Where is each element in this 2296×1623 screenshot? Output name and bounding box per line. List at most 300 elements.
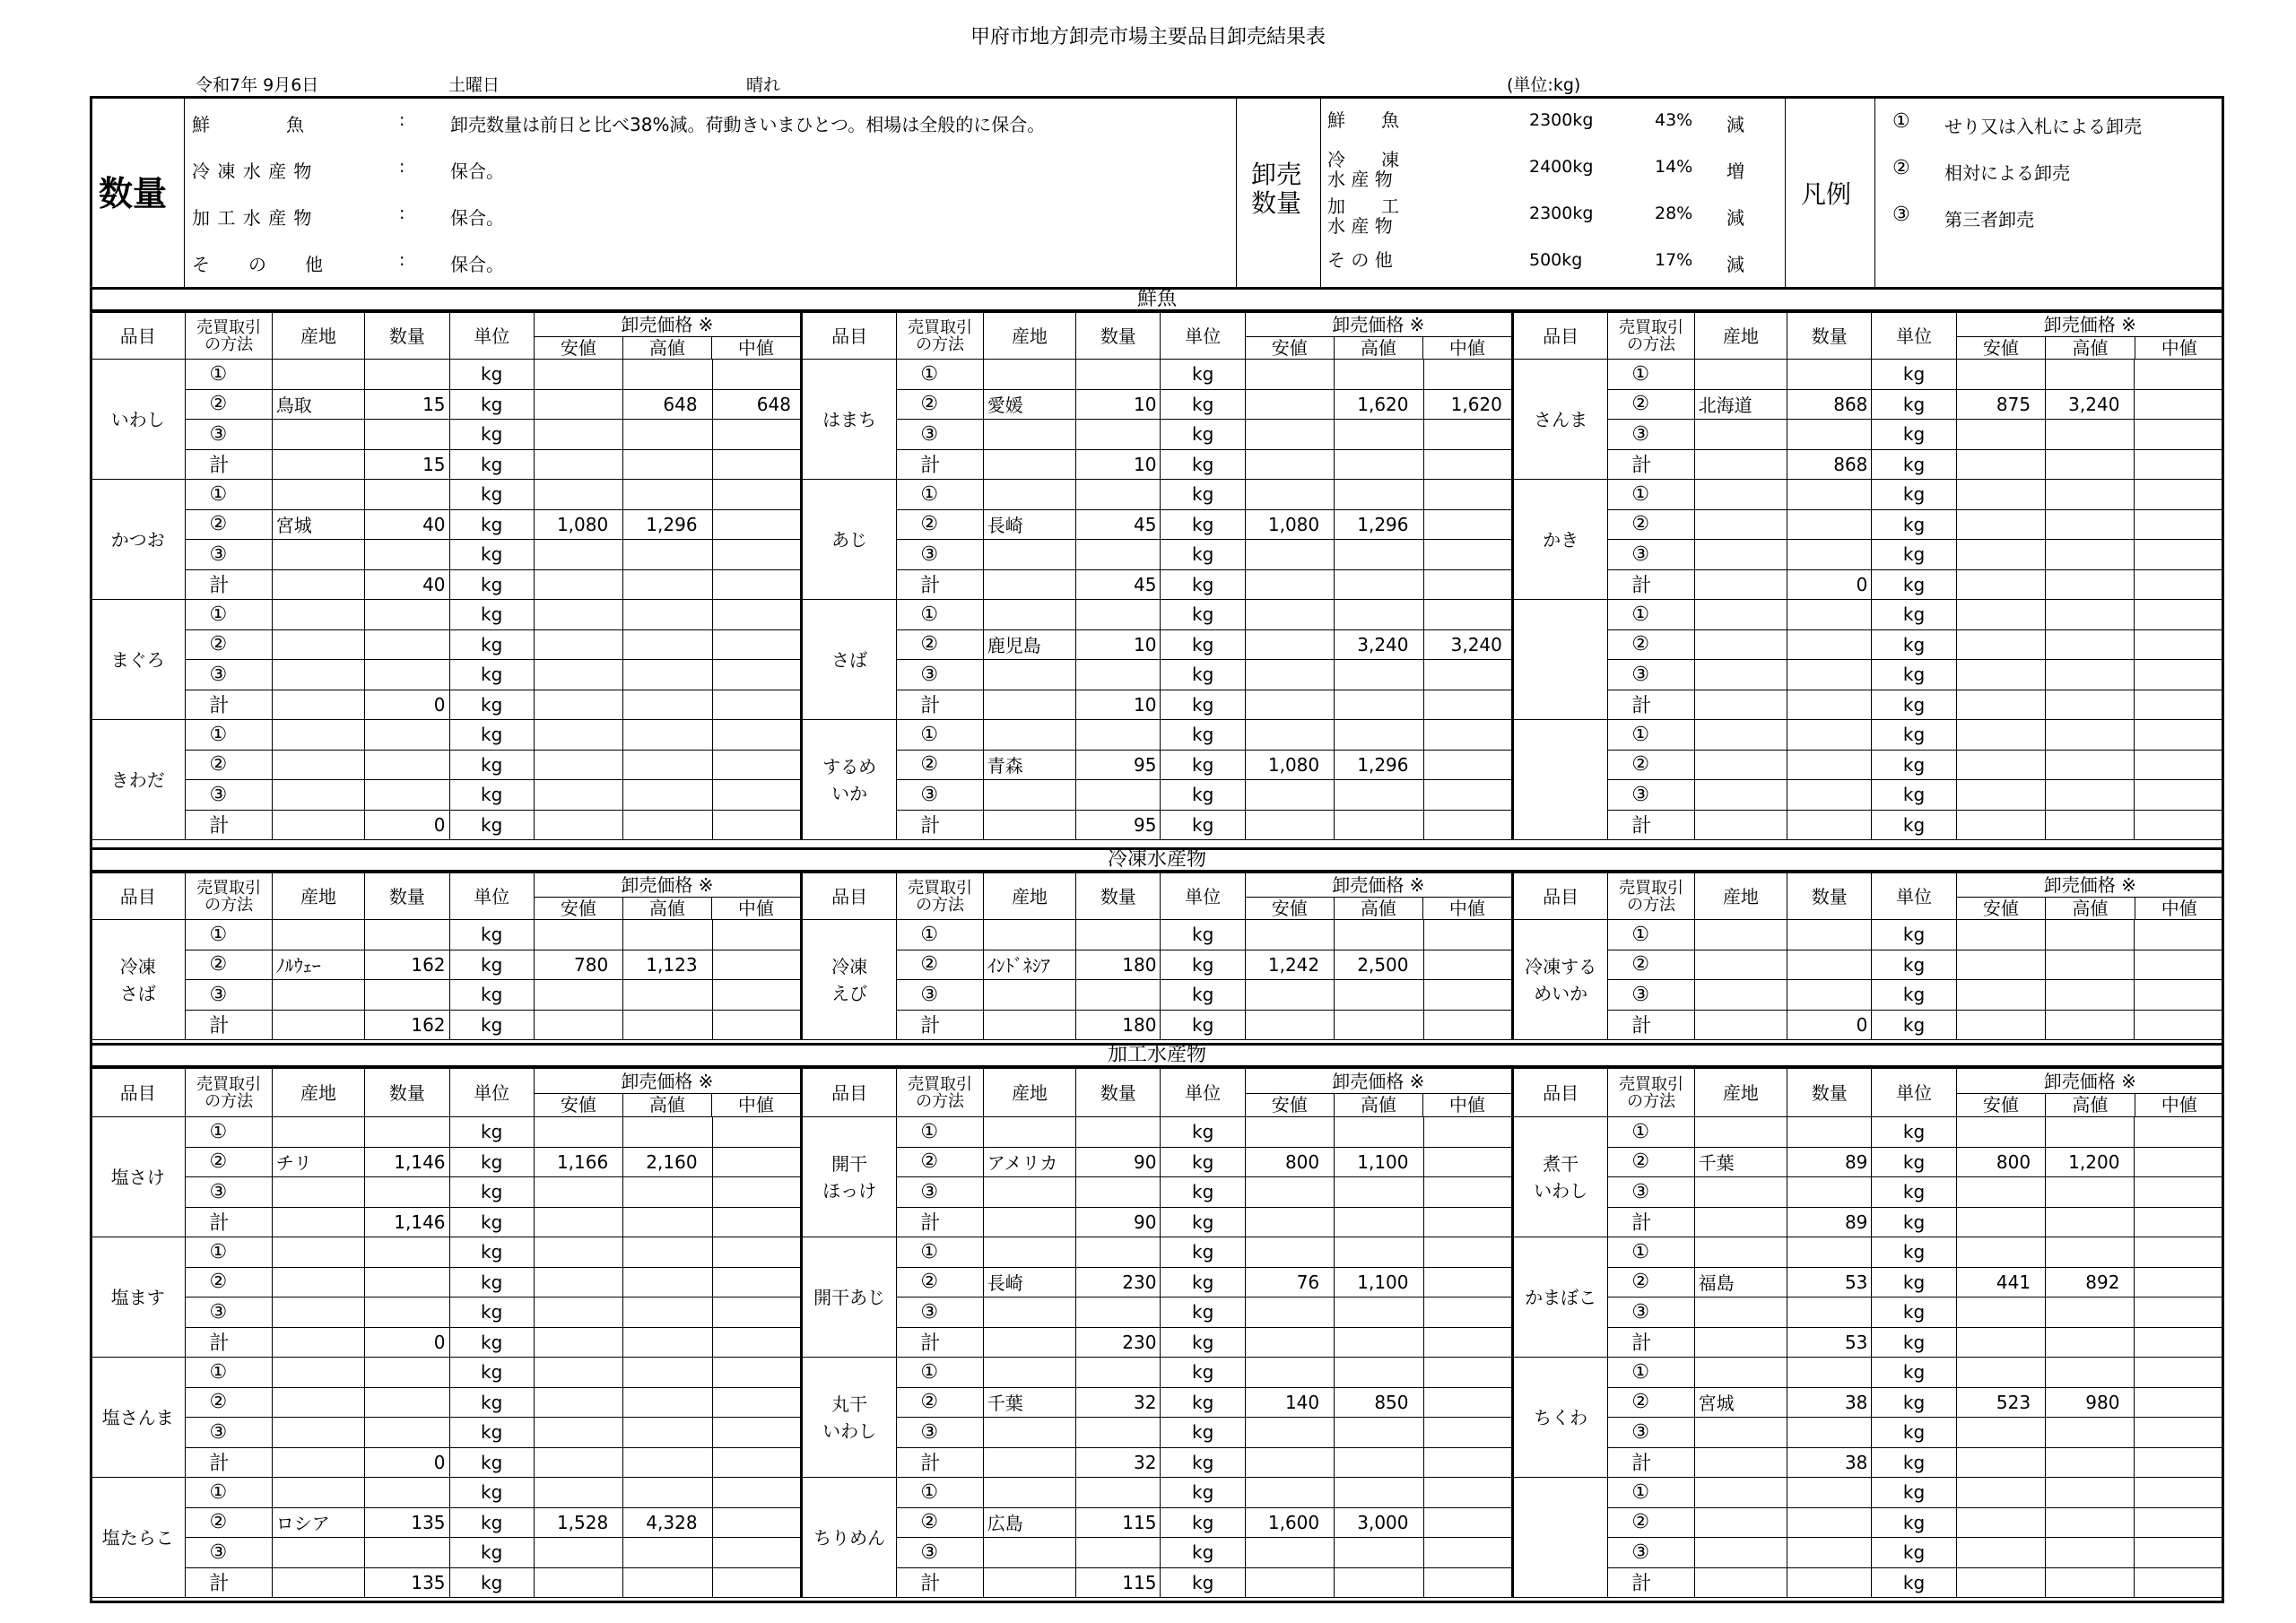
unit-cell: kg <box>449 629 534 660</box>
price-low-cell <box>534 1237 622 1268</box>
price-header: 卸売価格 ※ <box>1957 1070 2223 1094</box>
price-subheaders <box>1246 898 1511 919</box>
origin-cell <box>983 720 1075 751</box>
method-line-1: 売買取引 <box>908 1074 973 1094</box>
price-high-cell: 1,620 <box>1335 389 1423 420</box>
trade-method-mark: 計 <box>897 1207 983 1237</box>
quantity-cell: 10 <box>1076 389 1161 420</box>
price-high-cell <box>1335 420 1423 450</box>
price-mid-cell <box>712 780 801 811</box>
column-unit: 単位 <box>1872 1069 1956 1117</box>
method-line-2: の方法 <box>916 895 965 915</box>
origin-cell <box>983 660 1075 690</box>
summary-colon: : <box>399 110 405 130</box>
price-mid-cell <box>1423 420 1512 450</box>
unit-cell: kg <box>1872 1237 1956 1268</box>
column-origin: 産地 <box>272 313 364 360</box>
price-high-cell <box>2046 1538 2135 1568</box>
price-low-cell <box>534 629 622 660</box>
unit-cell: kg <box>1161 1418 1245 1448</box>
quantity-cell: 0 <box>365 1447 449 1478</box>
price-low-cell <box>1956 920 2045 950</box>
column-item: 品目 <box>801 313 896 360</box>
table-row <box>91 420 2224 450</box>
quantity-cell <box>365 1117 449 1148</box>
price-high-header: 高値 <box>2046 898 2135 919</box>
price-mid-cell <box>712 1237 801 1268</box>
quantity-cell <box>1787 980 1872 1011</box>
price-high-cell <box>2046 1447 2135 1478</box>
origin-cell <box>272 1177 364 1208</box>
table-row <box>91 980 2224 1011</box>
price-low-cell <box>534 389 622 420</box>
volume-percent: 43% <box>1655 110 1693 130</box>
column-price-group <box>1245 873 1512 920</box>
price-low-cell <box>1956 660 2045 690</box>
origin-cell <box>983 1117 1075 1148</box>
volume-percent: 17% <box>1655 250 1693 270</box>
price-low-cell <box>1956 1447 2045 1478</box>
price-low-cell: 875 <box>1956 389 2045 420</box>
price-low-cell <box>534 1267 622 1298</box>
origin-cell <box>1694 1327 1787 1358</box>
trade-method-mark: 計 <box>1608 1327 1694 1358</box>
trade-method-mark: ② <box>897 950 983 980</box>
price-mid-cell <box>1423 480 1512 510</box>
trade-method-mark: ① <box>897 600 983 630</box>
column-quantity: 数量 <box>1076 873 1161 920</box>
unit-cell: kg <box>449 569 534 600</box>
price-mid-cell <box>2135 780 2224 811</box>
price-mid-cell <box>712 1387 801 1418</box>
price-mid-cell <box>2135 600 2224 630</box>
price-low-cell: 780 <box>534 950 622 980</box>
origin-cell <box>1694 1177 1787 1208</box>
price-low-cell <box>534 1117 622 1148</box>
price-low-cell: 1,166 <box>534 1147 622 1177</box>
price-low-cell <box>1956 1327 2045 1358</box>
volume-amount: 2400kg <box>1529 157 1594 177</box>
quantity-cell <box>1787 1117 1872 1148</box>
column-unit: 単位 <box>449 313 534 360</box>
price-mid-header: 中値 <box>2161 897 2197 919</box>
unit-cell: kg <box>1872 480 1956 510</box>
price-mid-cell <box>1423 540 1512 570</box>
volume-trend: 減 <box>1726 254 1744 275</box>
quantity-cell <box>365 1267 449 1298</box>
table-row <box>91 1147 2224 1177</box>
table-row <box>91 509 2224 540</box>
origin-cell <box>1694 480 1787 510</box>
price-subheaders <box>1957 337 2223 359</box>
origin-cell: 鹿児島 <box>983 629 1075 660</box>
legend-mark: ② <box>1892 157 1910 179</box>
quantity-cell: 90 <box>1076 1207 1161 1237</box>
quantity-cell <box>365 629 449 660</box>
table-row <box>91 1567 2224 1598</box>
unit-cell: kg <box>1161 449 1245 480</box>
price-high-cell <box>1335 1358 1423 1388</box>
weather: 晴れ <box>746 75 781 95</box>
origin-cell <box>1694 1207 1787 1237</box>
trade-method-mark: ③ <box>897 1177 983 1208</box>
trade-method-mark: ① <box>1608 360 1694 390</box>
price-low-cell <box>534 1387 622 1418</box>
price-mid-cell <box>2135 1267 2224 1298</box>
unit-cell: kg <box>1161 920 1245 950</box>
price-high-cell <box>1335 1237 1423 1268</box>
volume-amount: 2300kg <box>1529 204 1594 223</box>
column-method <box>186 873 272 920</box>
price-mid-cell: 648 <box>712 389 801 420</box>
quantity-cell <box>1076 600 1161 630</box>
column-origin: 産地 <box>983 1069 1075 1117</box>
price-high-header: 高値 <box>623 337 712 359</box>
price-high-cell <box>623 1478 712 1508</box>
quantity-cell <box>1787 720 1872 751</box>
price-low-cell <box>1245 1177 1334 1208</box>
price-high-cell <box>623 600 712 630</box>
trade-method-mark: ③ <box>186 420 272 450</box>
price-low-cell <box>1245 1538 1334 1568</box>
quantity-cell <box>1787 1538 1872 1568</box>
item-name <box>1512 720 1607 840</box>
price-mid-cell <box>2135 750 2224 780</box>
price-high-cell <box>623 750 712 780</box>
quantity-cell: 0 <box>365 1327 449 1358</box>
legend-text: 第三者卸売 <box>1944 209 2034 230</box>
unit-cell: kg <box>449 420 534 450</box>
trade-method-mark: ③ <box>186 1538 272 1568</box>
column-method <box>897 313 983 360</box>
price-mid-cell <box>1423 1177 1512 1208</box>
price-mid-cell <box>2135 360 2224 390</box>
price-high-cell <box>1335 1567 1423 1598</box>
quantity-cell: 38 <box>1787 1387 1872 1418</box>
unit-cell: kg <box>449 1447 534 1478</box>
price-mid-cell <box>2135 1327 2224 1358</box>
price-high-cell <box>2046 1117 2135 1148</box>
origin-cell: 愛媛 <box>983 389 1075 420</box>
trade-method-mark: ② <box>186 629 272 660</box>
origin-cell <box>1694 780 1787 811</box>
quantity-cell: 38 <box>1787 1447 1872 1478</box>
price-low-cell <box>534 449 622 480</box>
item-name: 開干 ほっけ <box>801 1117 896 1237</box>
price-high-cell: 1,296 <box>1335 509 1423 540</box>
trade-method-mark: 計 <box>1608 1207 1694 1237</box>
quantity-cell: 53 <box>1787 1267 1872 1298</box>
price-low-cell <box>1245 1447 1334 1478</box>
origin-cell <box>1694 1447 1787 1478</box>
table-row <box>91 1010 2224 1040</box>
price-low-cell <box>1956 720 2045 751</box>
origin-cell <box>983 1478 1075 1508</box>
unit-cell: kg <box>1161 810 1245 840</box>
price-mid-cell <box>1423 690 1512 720</box>
price-high-cell <box>2046 1358 2135 1388</box>
origin-cell <box>1694 1117 1787 1148</box>
price-low-cell <box>1956 980 2045 1011</box>
price-high-cell <box>1335 1207 1423 1237</box>
price-high-cell <box>623 1267 712 1298</box>
origin-cell <box>272 750 364 780</box>
trade-method-mark: 計 <box>897 569 983 600</box>
volume-trend: 増 <box>1726 161 1744 182</box>
page-title: 甲府市地方卸売市場主要品目卸売結果表 <box>970 26 1326 48</box>
price-mid-cell <box>712 1507 801 1538</box>
column-quantity: 数量 <box>365 1069 449 1117</box>
unit-cell: kg <box>449 950 534 980</box>
price-high-cell <box>623 569 712 600</box>
price-mid-cell <box>2135 660 2224 690</box>
trade-method-mark: ① <box>897 1478 983 1508</box>
price-low-cell <box>534 660 622 690</box>
origin-cell <box>983 540 1075 570</box>
price-mid-cell <box>1423 720 1512 751</box>
unit-cell: kg <box>1872 1447 1956 1478</box>
origin-cell: 千葉 <box>1694 1147 1787 1177</box>
trade-method-mark: 計 <box>186 1327 272 1358</box>
quantity-cell: 0 <box>1787 1010 1872 1040</box>
price-low-cell <box>1245 389 1334 420</box>
trade-method-mark: ③ <box>897 980 983 1011</box>
price-low-cell: 1,080 <box>1245 750 1334 780</box>
unit-cell: kg <box>1161 629 1245 660</box>
origin-cell <box>1694 1538 1787 1568</box>
trade-method-mark: 計 <box>186 1010 272 1040</box>
column-price-group <box>1956 313 2223 360</box>
price-low-cell <box>534 420 622 450</box>
trade-method-mark: ① <box>186 1358 272 1388</box>
quantity-cell: 10 <box>1076 449 1161 480</box>
quantity-cell <box>1787 540 1872 570</box>
price-high-cell <box>1335 569 1423 600</box>
trade-method-mark: ② <box>186 1147 272 1177</box>
item-name: 塩さんま <box>91 1358 186 1478</box>
quantity-cell: 1,146 <box>365 1207 449 1237</box>
price-low-cell <box>534 810 622 840</box>
origin-cell <box>983 690 1075 720</box>
quantity-cell <box>365 480 449 510</box>
item-name: 煮干 いわし <box>1512 1117 1607 1237</box>
column-item: 品目 <box>801 873 896 920</box>
table-row <box>91 1418 2224 1448</box>
quantity-cell: 180 <box>1076 950 1161 980</box>
price-high-cell: 850 <box>1335 1387 1423 1418</box>
origin-cell <box>983 1327 1075 1358</box>
table-row <box>91 1327 2224 1358</box>
price-mid-cell <box>2135 1478 2224 1508</box>
table-row <box>91 1507 2224 1538</box>
unit-cell: kg <box>1161 1298 1245 1328</box>
price-high-cell <box>1335 540 1423 570</box>
trade-method-mark: ③ <box>1608 1298 1694 1328</box>
trade-method-mark: ① <box>186 1237 272 1268</box>
quantity-cell: 15 <box>365 389 449 420</box>
price-low-cell <box>1245 1237 1334 1268</box>
item-name <box>1512 1478 1607 1598</box>
quantity-cell: 1,146 <box>365 1147 449 1177</box>
price-mid-cell <box>1423 950 1512 980</box>
unit-cell: kg <box>1872 1267 1956 1298</box>
origin-cell <box>1694 1507 1787 1538</box>
origin-cell <box>272 1387 364 1418</box>
volume-trend: 減 <box>1726 114 1744 135</box>
trade-method-mark: ① <box>1608 600 1694 630</box>
price-mid-cell <box>1423 980 1512 1011</box>
unit-cell: kg <box>1161 750 1245 780</box>
method-line-2: の方法 <box>1627 895 1675 915</box>
price-header: 卸売価格 ※ <box>1957 314 2223 337</box>
price-mid-cell <box>712 1298 801 1328</box>
price-high-cell <box>1335 1117 1423 1148</box>
trade-method-mark: ③ <box>1608 420 1694 450</box>
trade-method-mark: ② <box>897 1147 983 1177</box>
price-low-cell <box>534 600 622 630</box>
price-low-cell <box>534 1538 622 1568</box>
price-high-cell <box>2046 600 2135 630</box>
price-mid-header: 中値 <box>737 897 774 919</box>
trade-method-mark: ③ <box>186 660 272 690</box>
column-origin: 産地 <box>1694 873 1787 920</box>
unit-cell: kg <box>1872 540 1956 570</box>
legend-label: 凡例 <box>1801 179 1852 209</box>
table-row <box>91 1478 2224 1508</box>
quantity-cell: 45 <box>1076 569 1161 600</box>
column-quantity: 数量 <box>1076 1069 1161 1117</box>
price-high-cell <box>623 920 712 950</box>
unit-cell: kg <box>1872 360 1956 390</box>
price-low-cell <box>534 720 622 751</box>
price-mid-cell <box>2135 1418 2224 1448</box>
origin-cell <box>272 1418 364 1448</box>
price-mid-cell <box>712 569 801 600</box>
trade-method-mark: 計 <box>897 1447 983 1478</box>
trade-method-mark: ① <box>897 1237 983 1268</box>
quantity-cell <box>1787 1177 1872 1208</box>
origin-cell <box>1694 690 1787 720</box>
price-high-cell <box>623 360 712 390</box>
price-low-cell <box>534 569 622 600</box>
summary-category: 鮮 魚 <box>192 114 305 135</box>
origin-cell <box>272 600 364 630</box>
column-quantity: 数量 <box>1787 1069 1872 1117</box>
trade-method-mark: ② <box>1608 1387 1694 1418</box>
quantity-cell: 230 <box>1076 1267 1161 1298</box>
price-low-cell <box>1956 449 2045 480</box>
unit-cell: kg <box>449 1478 534 1508</box>
method-line-2: の方法 <box>916 1091 965 1111</box>
quantity-cell <box>1076 1478 1161 1508</box>
price-low-cell <box>534 690 622 720</box>
price-high-cell <box>623 980 712 1011</box>
origin-cell: ﾉﾙｳｪｰ <box>272 950 364 980</box>
price-mid-cell <box>1423 1387 1512 1418</box>
price-high-cell: 4,328 <box>623 1507 712 1538</box>
price-mid-cell <box>712 950 801 980</box>
price-subheaders <box>535 1094 800 1116</box>
price-mid-cell <box>712 980 801 1011</box>
unit-cell: kg <box>449 750 534 780</box>
quantity-cell: 0 <box>365 810 449 840</box>
price-low-cell: 1,528 <box>534 1507 622 1538</box>
trade-method-mark: ③ <box>1608 1177 1694 1208</box>
price-low-cell <box>534 1478 622 1508</box>
column-price-group <box>1245 1069 1512 1117</box>
section-title-band: 加工水産物 <box>90 1043 2224 1068</box>
trade-method-mark: 計 <box>1608 810 1694 840</box>
column-price-group <box>1956 1069 2223 1117</box>
price-high-cell <box>2046 569 2135 600</box>
trade-method-mark: 計 <box>186 690 272 720</box>
price-mid-cell: 3,240 <box>1423 629 1512 660</box>
origin-cell <box>272 1117 364 1148</box>
price-low-cell <box>1956 569 2045 600</box>
price-high-cell <box>623 1177 712 1208</box>
price-low-cell <box>534 1447 622 1478</box>
origin-cell <box>983 360 1075 390</box>
price-high-cell: 2,160 <box>623 1147 712 1177</box>
quantity-cell: 95 <box>1076 810 1161 840</box>
unit-cell: kg <box>449 660 534 690</box>
price-high-cell: 1,296 <box>623 509 712 540</box>
price-high-cell <box>623 1538 712 1568</box>
price-high-cell <box>1335 480 1423 510</box>
trade-method-mark: 計 <box>1608 690 1694 720</box>
quantity-cell <box>1787 1507 1872 1538</box>
method-line-1: 売買取引 <box>196 317 262 337</box>
price-mid-cell <box>712 1207 801 1237</box>
unit-cell: kg <box>449 780 534 811</box>
unit-cell: kg <box>1161 1567 1245 1598</box>
volume-percent: 28% <box>1655 204 1693 223</box>
price-low-cell <box>1245 920 1334 950</box>
price-mid-header: 中値 <box>2161 1093 2197 1115</box>
price-mid-cell <box>712 1447 801 1478</box>
unit-cell: kg <box>1161 1358 1245 1388</box>
summary-colon: : <box>399 157 405 177</box>
column-quantity: 数量 <box>365 873 449 920</box>
unit-cell: kg <box>1872 720 1956 751</box>
trade-method-mark: ③ <box>186 980 272 1011</box>
price-mid-cell <box>712 1117 801 1148</box>
column-unit: 単位 <box>1872 873 1956 920</box>
unit-cell: kg <box>449 449 534 480</box>
origin-cell <box>272 980 364 1011</box>
price-subheaders <box>535 898 800 919</box>
price-mid-cell <box>2135 1117 2224 1148</box>
unit-cell: kg <box>449 1387 534 1418</box>
price-high-cell: 1,296 <box>1335 750 1423 780</box>
price-high-cell <box>1335 1010 1423 1040</box>
price-mid-cell <box>1423 750 1512 780</box>
origin-cell <box>1694 980 1787 1011</box>
table-row <box>91 569 2224 600</box>
unit-cell: kg <box>449 1177 534 1208</box>
quantity-cell <box>1076 660 1161 690</box>
price-high-cell <box>2046 629 2135 660</box>
quantity-cell <box>1076 1418 1161 1448</box>
price-mid-cell <box>2135 1507 2224 1538</box>
origin-cell <box>272 1237 364 1268</box>
price-low-header: 安値 <box>1246 337 1335 359</box>
item-name: きわだ <box>91 720 186 840</box>
price-mid-cell <box>1423 360 1512 390</box>
trade-method-mark: ① <box>186 720 272 751</box>
trade-method-mark: ① <box>186 600 272 630</box>
quantity-cell <box>1076 360 1161 390</box>
